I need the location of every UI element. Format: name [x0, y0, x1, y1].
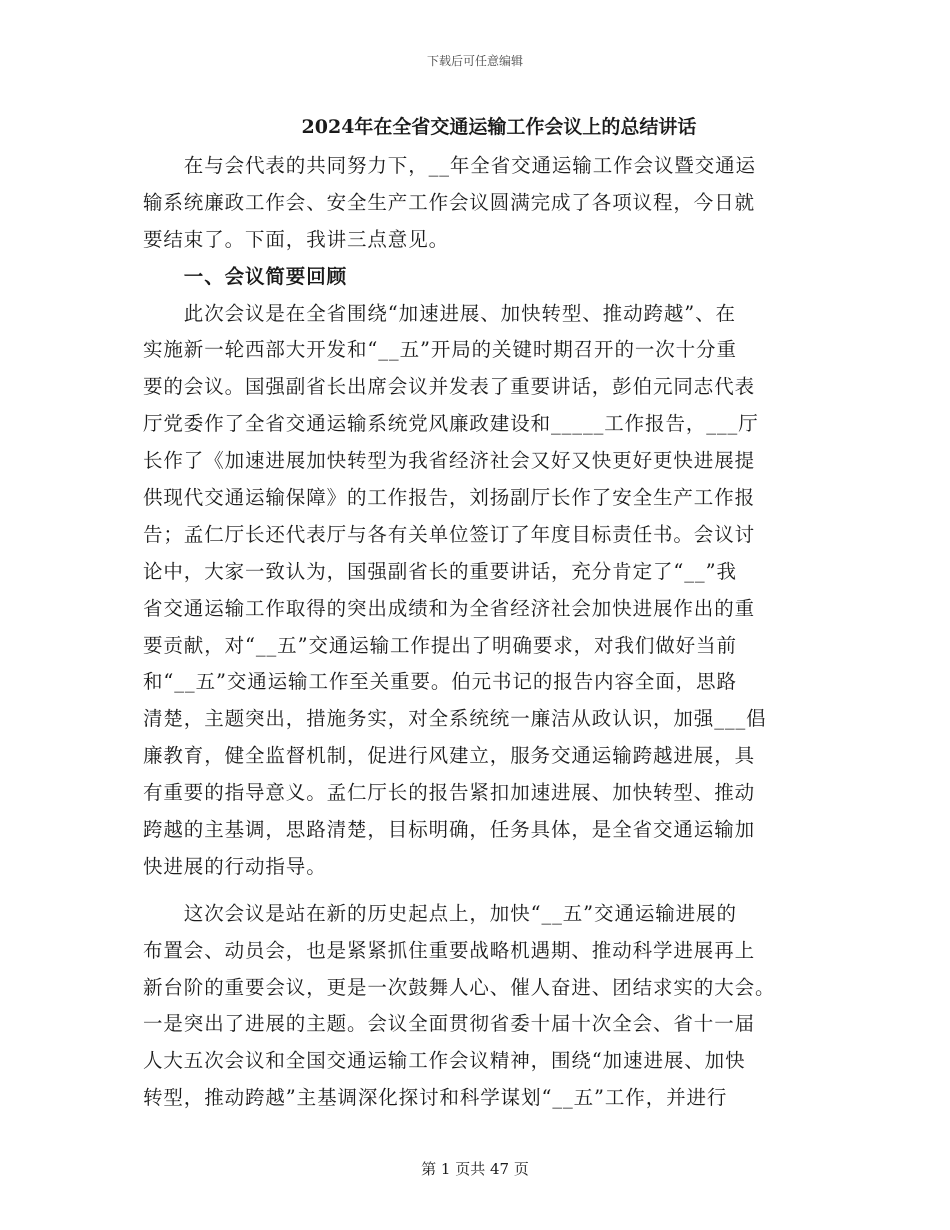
header-note: 下载后可任意编辑 — [426, 54, 523, 68]
body-line: 要贡献，对“__五”交通运输工作提出了明确要求，对我们做好当前 — [143, 633, 737, 657]
body-line: 在与会代表的共同努力下，__年全省交通运输工作会议暨交通运 — [143, 154, 756, 177]
body-line: 人大五次会议和全国交通运输工作会议精神，围绕“加速进展、加快 — [143, 1049, 746, 1073]
body-line: 布置会、动员会，也是紧紧抓住重要战略机遇期、推动科学进展再上 — [143, 938, 756, 962]
page-footer: 第 1 页共 47 页 — [421, 1160, 529, 1178]
body-line: 论中，大家一致认为，国强副省长的重要讲话，充分肯定了“__”我 — [143, 559, 737, 583]
body-line: 告；孟仁厅长还代表厅与各有关单位签订了年度目标责任书。会议讨 — [143, 522, 756, 546]
body-line: 长作了《加速进展加快转型为我省经济社会又好又快更好更快进展提 — [143, 449, 756, 473]
section-heading: 一、会议简要回顾 — [143, 264, 348, 288]
body-line: 和“__五”交通运输工作至关重要。伯元书记的报告内容全面，思路 — [143, 670, 737, 694]
body-line: 转型，推动跨越”主基调深化探讨和科学谋划“__五”工作，并进行 — [143, 1086, 728, 1110]
body-line: 供现代交通运输保障》的工作报告，刘扬副厅长作了安全生产工作报 — [143, 486, 756, 510]
body-line: 要结束了。下面，我讲三点意见。 — [143, 227, 450, 251]
body-line: 实施新一轮西部大开发和“__五”开局的关键时期召开的一次十分重 — [143, 338, 737, 362]
body-line: 廉教育，健全监督机制，促进行风建立，服务交通运输跨越进展，具 — [143, 744, 756, 768]
body-line: 有重要的指导意义。孟仁厅长的报告紧扣加速进展、加快转型、推动 — [143, 781, 756, 805]
document-title: 2024年在全省交通运输工作会议上的总结讲话 — [301, 116, 697, 138]
document-body — [143, 148, 833, 1117]
body-line: 新台阶的重要会议，更是一次鼓舞人心、催人奋进、团结求实的大会。 — [143, 975, 776, 999]
body-line: 清楚，主题突出，措施务实，对全系统统一廉洁从政认识，加强___倡 — [143, 707, 767, 731]
body-line: 省交通运输工作取得的突出成绩和为全省经济社会加快进展作出的重 — [143, 596, 756, 620]
body-line: 输系统廉政工作会、安全生产工作会议圆满完成了各项议程，今日就 — [143, 190, 756, 214]
body-line — [143, 886, 833, 896]
body-line: 一是突出了进展的主题。会议全面贯彻省委十届十次全会、省十一届 — [143, 1012, 756, 1036]
body-line: 此次会议是在全省围绕“加速进展、加快转型、推动跨越”、在 — [143, 301, 736, 325]
body-line: 厅党委作了全省交通运输系统党风廉政建设和_____工作报告，___厅 — [143, 412, 759, 436]
body-line: 这次会议是站在新的历史起点上，加快“__五”交通运输进展的 — [143, 901, 737, 925]
body-line: 跨越的主基调，思路清楚，目标明确，任务具体，是全省交通运输加 — [143, 818, 756, 842]
body-line: 快进展的行动指导。 — [143, 854, 327, 878]
body-line: 要的会议。国强副省长出席会议并发表了重要讲话，彭伯元同志代表 — [143, 375, 756, 399]
